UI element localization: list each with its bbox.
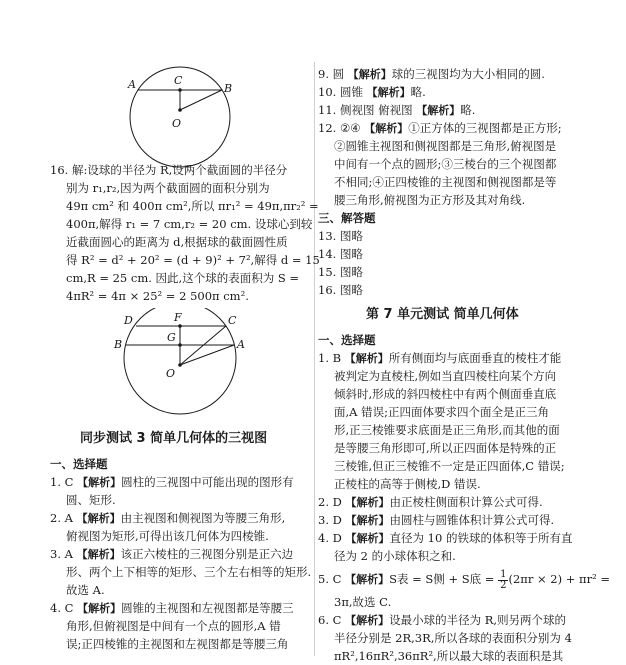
label-o: O bbox=[172, 117, 182, 130]
item-3: 3. A 【解析】该正六棱柱的三视图分别是正六边 bbox=[50, 547, 294, 561]
item-1: 1. B 【解析】所有侧面均与底面垂直的棱柱才能 bbox=[318, 351, 562, 365]
item-5-line: 3π,故选 C. bbox=[334, 595, 392, 609]
item-6-line: πR²,16πR²,36πR²,所以最大球的表面积是其 bbox=[334, 649, 564, 663]
q5-formula-a: S表 = S侧 + S底 = bbox=[389, 572, 499, 586]
item-4-line: 角形,但俯视图是中间有一个点的圆形,A 错 bbox=[66, 619, 281, 633]
section-heading: 一、选择题 bbox=[318, 333, 376, 347]
item-4: 4. D 【解析】直径为 10 的铁球的体积等于所有直 bbox=[318, 531, 573, 545]
q16-line: 16. 解:设球的半径为 R,设两个截面圆的半径分 bbox=[50, 163, 288, 177]
item-1-line: 倾斜时,形成的斜四棱柱中有两个侧面垂直底 bbox=[334, 387, 557, 401]
item-1-line: 三棱锥,但正三棱锥不一定是正四面体,C 错误; bbox=[334, 459, 565, 473]
analysis-tag: 【解析】 bbox=[77, 602, 122, 615]
item-5: 5. C 【解析】S表 = S侧 + S底 = $\frac{1}{2}$ (2πr × 2) + πr² = bbox=[318, 568, 610, 591]
item-12: 12. ②④ 【解析】①正方体的三视图都是正方形; bbox=[318, 121, 562, 135]
q16-line: 别为 r₁,r₂,因为两个截面圆的面积分别为 bbox=[66, 181, 270, 195]
segment-ob bbox=[180, 90, 222, 110]
point-f bbox=[178, 324, 182, 328]
label-c: C bbox=[228, 314, 237, 327]
item-1-line: 形,正三棱锥要求底面是正三角形,而其他的面 bbox=[334, 423, 560, 437]
analysis-tag: 【解析】 bbox=[344, 352, 389, 365]
item-2: 2. D 【解析】由正棱柱侧面积计算公式可得. bbox=[318, 495, 543, 509]
analysis-tag: 【解析】 bbox=[347, 68, 392, 81]
item-1-line: 圆、矩形. bbox=[66, 493, 116, 507]
q16-line: cm,R = 25 cm. 因此,这个球的表面积为 S = bbox=[66, 271, 300, 285]
section-heading: 一、选择题 bbox=[50, 457, 108, 471]
section-title-sync-test-3: 同步测试 3 简单几何体的三视图 bbox=[80, 431, 268, 446]
answer-heading: 三、解答题 bbox=[318, 211, 376, 225]
q16-line: 得 R² = d² + 20² = (d + 9)² + 7²,解得 d = 15 bbox=[66, 253, 320, 267]
item-1-line: 被判定为直棱柱,例如当直四棱柱向某个方向 bbox=[334, 369, 557, 383]
item-4-line: 误;正四棱锥的主视图和左视图都是等腰三角 bbox=[66, 637, 289, 651]
item-1-line: 面,A 错误;正四面体要求四个面全是正三角 bbox=[334, 405, 549, 419]
q5-formula-b: (2πr × 2) + πr² = bbox=[508, 572, 610, 586]
analysis-tag: 【解析】 bbox=[345, 614, 390, 627]
point-g bbox=[178, 343, 182, 347]
item-12-line: 腰三角形,俯视图为正方形及其对角线. bbox=[334, 193, 526, 207]
item-3-line: 形、两个上下相等的矩形、三个左右相等的矩形. bbox=[66, 565, 312, 579]
analysis-tag: 【解析】 bbox=[345, 514, 390, 527]
item-12-line: ②圆锥主视图和侧视图都是三角形,俯视图是 bbox=[334, 139, 557, 153]
analysis-tag: 【解析】 bbox=[76, 548, 121, 561]
circle-section-figure-2 bbox=[50, 308, 312, 418]
analysis-tag: 【解析】 bbox=[345, 496, 390, 509]
point-c bbox=[178, 88, 182, 92]
item-9: 9. 圆 【解析】球的三视图均为大小相同的圆. bbox=[318, 67, 545, 81]
analysis-tag: 【解析】 bbox=[77, 476, 122, 489]
item-1-line: 是等腰三角形即可,所以正四面体是特殊的正 bbox=[334, 441, 557, 455]
label-g: G bbox=[167, 331, 176, 344]
label-a: A bbox=[128, 78, 136, 91]
item-11: 11. 侧视图 俯视图 【解析】略. bbox=[318, 103, 476, 117]
label-o: O bbox=[166, 367, 176, 380]
item-12-line: 不相同;④正四棱锥的主视图和侧视图都是等 bbox=[334, 175, 557, 189]
label-d: D bbox=[124, 314, 133, 327]
unit-title: 第 7 单元测试 简单几何体 bbox=[366, 307, 519, 322]
item-12-line: 中间有一个点的圆形;③三棱台的三个视图都 bbox=[334, 157, 557, 171]
label-f: F bbox=[174, 311, 182, 324]
answer-15: 15. 图略 bbox=[318, 265, 363, 279]
point-o bbox=[178, 108, 182, 112]
answer-14: 14. 图略 bbox=[318, 247, 363, 261]
analysis-tag: 【解析】 bbox=[345, 532, 390, 545]
q16-line: 近截面圆心的距离为 d,根据球的截面圆性质 bbox=[66, 235, 288, 249]
item-4-line: 径为 2 的小球体积之和. bbox=[334, 549, 456, 563]
analysis-tag: 【解析】 bbox=[76, 512, 121, 525]
label-c: C bbox=[174, 74, 183, 87]
item-10: 10. 圆锥 【解析】略. bbox=[318, 85, 426, 99]
item-4: 4. C 【解析】圆锥的主视图和左视图都是等腰三 bbox=[50, 601, 294, 615]
fraction-one-half: $\frac{1}{2}$ bbox=[500, 568, 507, 591]
segment-oa bbox=[180, 345, 234, 365]
label-b: B bbox=[224, 82, 233, 95]
q16-line: 400π,解得 r₁ = 7 cm,r₂ = 20 cm. 设球心到较 bbox=[66, 217, 313, 231]
q16-line: 49π cm² 和 400π cm²,所以 πr₁² = 49π,πr₂² = bbox=[66, 199, 319, 213]
item-6-line: 半径分别是 2R,3R,所以各球的表面积分别为 4 bbox=[334, 631, 572, 645]
item-2: 2. A 【解析】由主视图和侧视图为等腰三角形, bbox=[50, 511, 286, 525]
item-3-line: 故选 A. bbox=[66, 583, 105, 597]
analysis-tag: 【解析】 bbox=[345, 573, 390, 586]
q16-line: 4πR² = 4π × 25² = 2 500π cm². bbox=[66, 289, 249, 303]
item-1-line: 正棱柱的高等于侧棱,D 错误. bbox=[334, 477, 481, 491]
column-divider bbox=[314, 62, 315, 656]
label-b: B bbox=[114, 338, 123, 351]
analysis-tag: 【解析】 bbox=[416, 104, 461, 117]
point-o bbox=[178, 363, 182, 367]
item-1: 1. C 【解析】圆柱的三视图中可能出现的图形有 bbox=[50, 475, 294, 489]
item-6: 6. C 【解析】设最小球的半径为 R,则另两个球的 bbox=[318, 613, 567, 627]
answer-13: 13. 图略 bbox=[318, 229, 363, 243]
item-2-line: 俯视图为矩形,可得出该几何体为四棱锥. bbox=[66, 529, 269, 543]
analysis-tag: 【解析】 bbox=[364, 122, 409, 135]
analysis-tag: 【解析】 bbox=[366, 86, 411, 99]
answer-16: 16. 图略 bbox=[318, 283, 363, 297]
label-a: A bbox=[237, 338, 245, 351]
item-3: 3. D 【解析】由圆柱与圆锥体积计算公式可得. bbox=[318, 513, 555, 527]
